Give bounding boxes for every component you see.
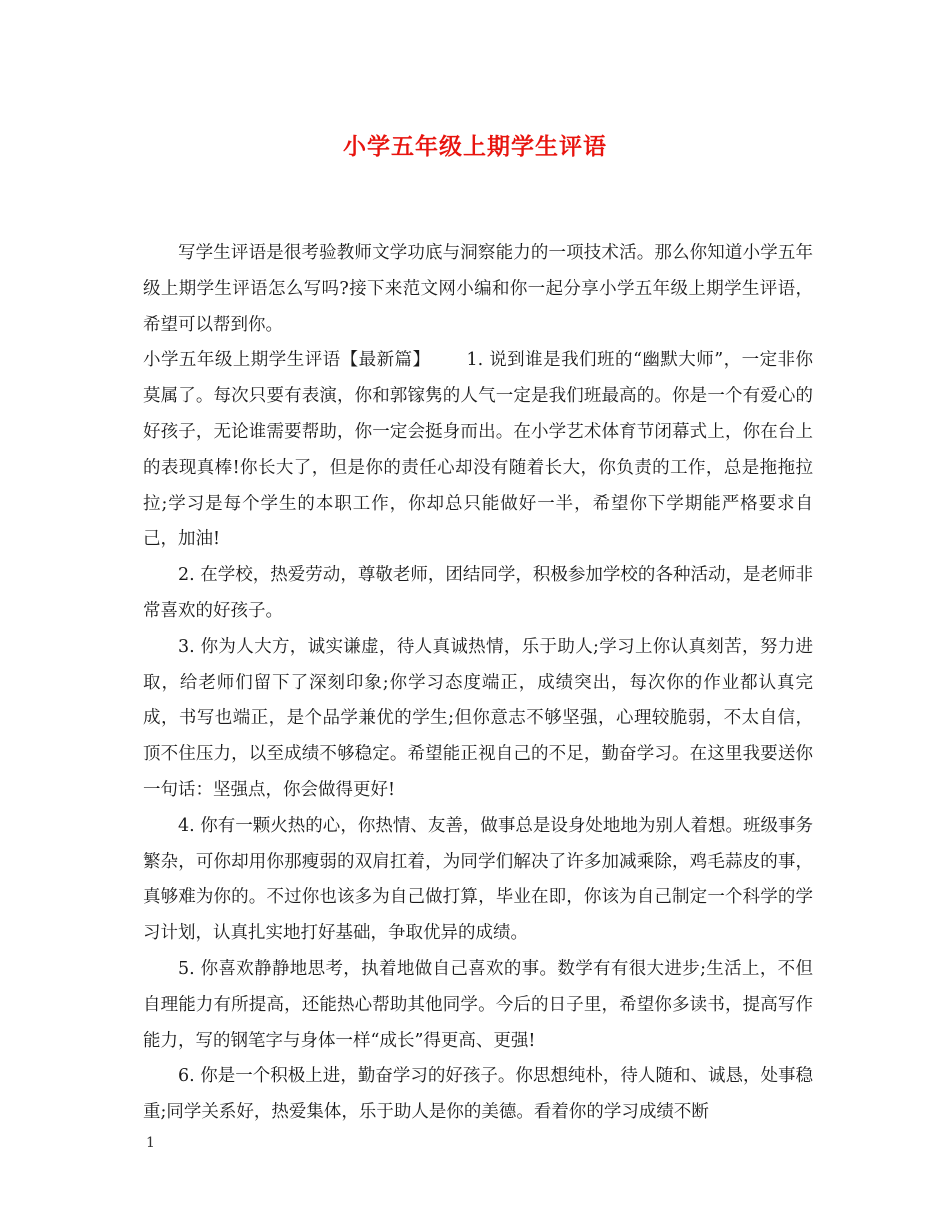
comment-paragraph-4: 4. 你有一颗火热的心，你热情、友善，做事总是设身处地地为别人着想。班级事务繁杂，可你却用你那瘦弱的双肩扛着，为同学们解决了许多加减乘除，鸡毛蒜皮的事，真够难为你的。不过你也该多为自己做打算，毕业在即，你该为自己制定一个科学的学习计划，认真扎实地打好基础，争取优异的成绩。 [143,815,813,944]
comment-paragraph-1 [143,343,813,558]
comment-paragraph-6: 6. 你是一个积极上进，勤奋学习的好孩子。你思想纯朴，待人随和、诚恳，处事稳重;同学关系好，热爱集体，乐于助人是你的美德。看着你的学习成绩不断 [143,1066,813,1123]
comment-paragraph-2: 2. 在学校，热爱劳动，尊敬老师，团结同学，积极参加学校的各种活动，是老师非常喜欢的好孩子。 [143,565,813,621]
page-number: 1 [146,1135,155,1151]
comment-paragraph-3: 3. 你为人大方，诚实谦虚，待人真诚热情，乐于助人;学习上你认真刻苦，努力进取，给老师们留下了深刻印象;你学习态度端正，成绩突出，每次你的作业都认真完成，书写也端正，是个品学兼优的学生;但你意志不够坚强，心理较脆弱，不太自信，顶不住压力，以至成绩不够稳定。希望能正视自己的不足，勤奋学习。在这里我要送你一句话：坚强点，你会做得更好! [143,636,813,800]
comment-1-text: 1. 说到谁是我们班的“幽默大师”，一定非你莫属了。每次只要有表演，你和郭镓隽的人气一定是我们班最高的。你是一个有爱心的好孩子，无论谁需要帮助，你一定会挺身而出。在小学艺术体育节闭幕式上，你在台上的表现真棒!你长大了，但是你的责任心却没有随着长大，你负责的工作，总是拖拖拉拉;学习是每个学生的本职工作，你却总只能做好一半，希望你下学期能严格要求自己，加油! [143,350,814,550]
section-heading: 小学五年级上期学生评语【最新篇】 [143,350,431,371]
page-title: 小学五年级上期学生评语 [343,134,607,160]
intro-paragraph: 写学生评语是很考验教师文学功底与洞察能力的一项技术活。那么你知道小学五年级上期学生评语怎么写吗?接下来范文网小编和你一起分享小学五年级上期学生评语，希望可以帮到你。 [143,243,813,335]
comment-paragraph-5: 5. 你喜欢静静地思考，执着地做自己喜欢的事。数学有有很大进步;生活上，不但自理能力有所提高，还能热心帮助其他同学。今后的日子里，希望你多读书，提高写作能力，写的钢笔字与身体一样“成长”得更高、更强! [143,958,813,1051]
document-body [143,236,813,1131]
